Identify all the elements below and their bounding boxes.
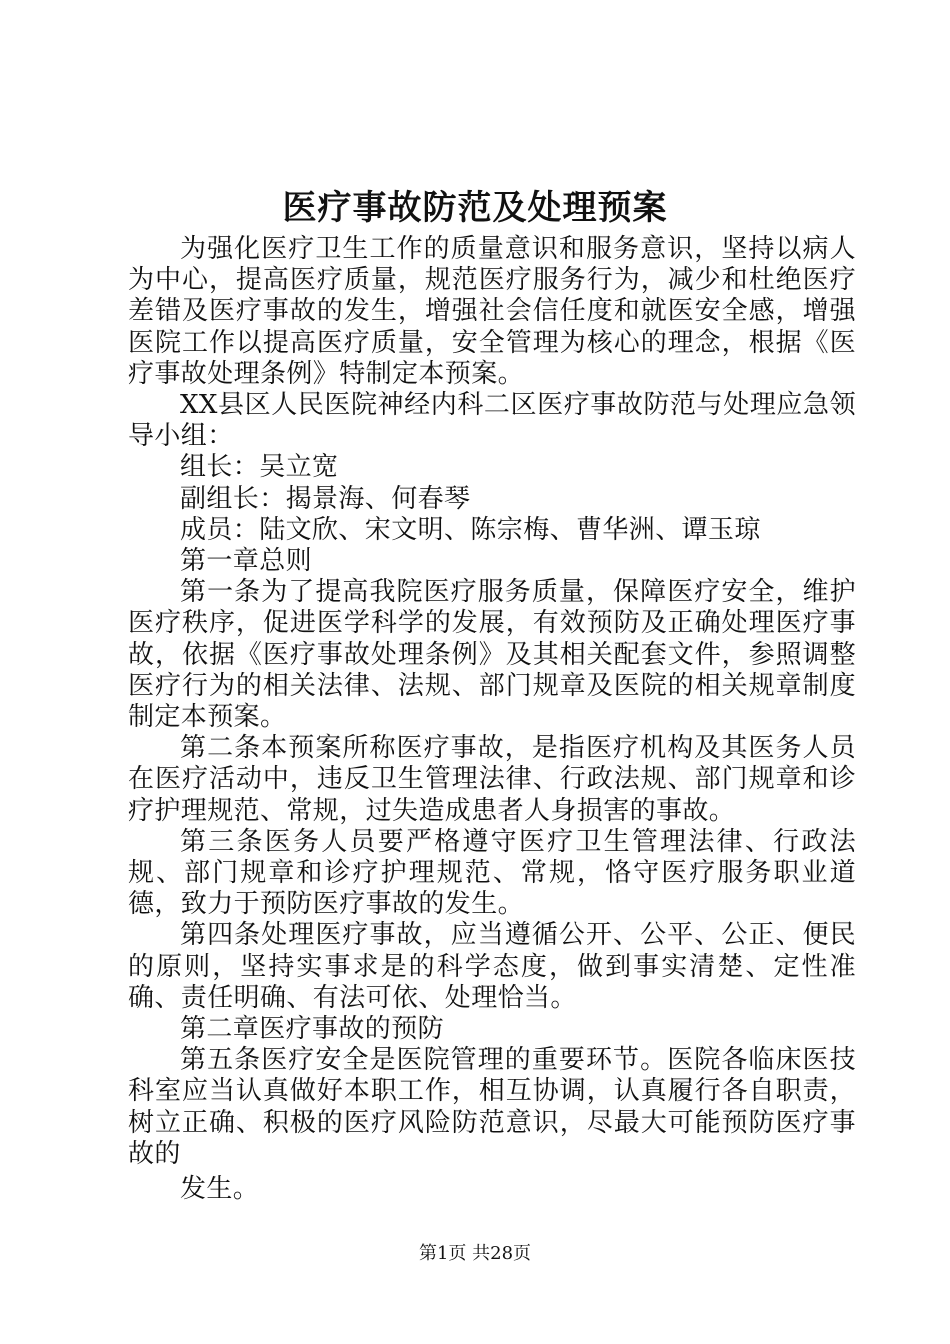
article-5-continuation: 发生。 bbox=[180, 1174, 260, 1205]
paragraph-deputy-leader: 副组长：揭景海、何春琴 bbox=[180, 483, 471, 514]
document-title: 医疗事故防范及处理预案 bbox=[282, 188, 668, 228]
page-footer: 第1页 共28页 bbox=[418, 1243, 532, 1264]
article-2: 第二条本预案所称医疗事故，是指医疗机构及其医务人员在医疗活动中，违反卫生管理法律、行政法规、部门规章和诊疗护理规范、常规，过失造成患者人身损害的事故。 bbox=[128, 733, 856, 826]
article-5: 第五条医疗安全是医院管理的重要环节。医院各临床医技科室应当认真做好本职工作，相互协调，认真履行各自职责，树立正确、积极的医疗风险防范意识，尽最大可能预防医疗事故的 bbox=[128, 1045, 856, 1169]
article-4: 第四条处理医疗事故，应当遵循公开、公平、公正、便民的原则，坚持实事求是的科学态度，做到事实清楚、定性准确、责任明确、有法可依、处理恰当。 bbox=[128, 920, 856, 1013]
article-3: 第三条医务人员要严格遵守医疗卫生管理法律、行政法规、部门规章和诊疗护理规范、常规，恪守医疗服务职业道德，致力于预防医疗事故的发生。 bbox=[128, 826, 856, 920]
paragraph-leadership-group: XX县区人民医院神经内科二区医疗事故防范与处理应急领导小组： bbox=[128, 390, 856, 452]
paragraph-group-leader: 组长：吴立宽 bbox=[180, 452, 339, 483]
paragraph-intro: 为强化医疗卫生工作的质量意识和服务意识，坚持以病人为中心，提高医疗质量，规范医疗服务行为，减少和杜绝医疗差错及医疗事故的发生，增强社会信任度和就医安全感，增强医院工作以提高医疗质量，安全管理为核心的理念，根据《医疗事故处理条例》特制定本预案。 bbox=[128, 234, 856, 389]
article-1: 第一条为了提高我院医疗服务质量，保障医疗安全，维护医疗秩序，促进医学科学的发展，有效预防及正确处理医疗事故，依据《医疗事故处理条例》及其相关配套文件，参照调整医疗行为的相关法律、法规、部门规章及医院的相关规章制度制定本预案。 bbox=[128, 577, 856, 733]
paragraph-members: 成员：陆文欣、宋文明、陈宗梅、曹华洲、谭玉琼 bbox=[180, 514, 761, 545]
document-body bbox=[128, 234, 856, 1205]
chapter-heading-1: 第一章总则 bbox=[180, 546, 313, 577]
chapter-heading-2: 第二章医疗事故的预防 bbox=[180, 1014, 445, 1045]
